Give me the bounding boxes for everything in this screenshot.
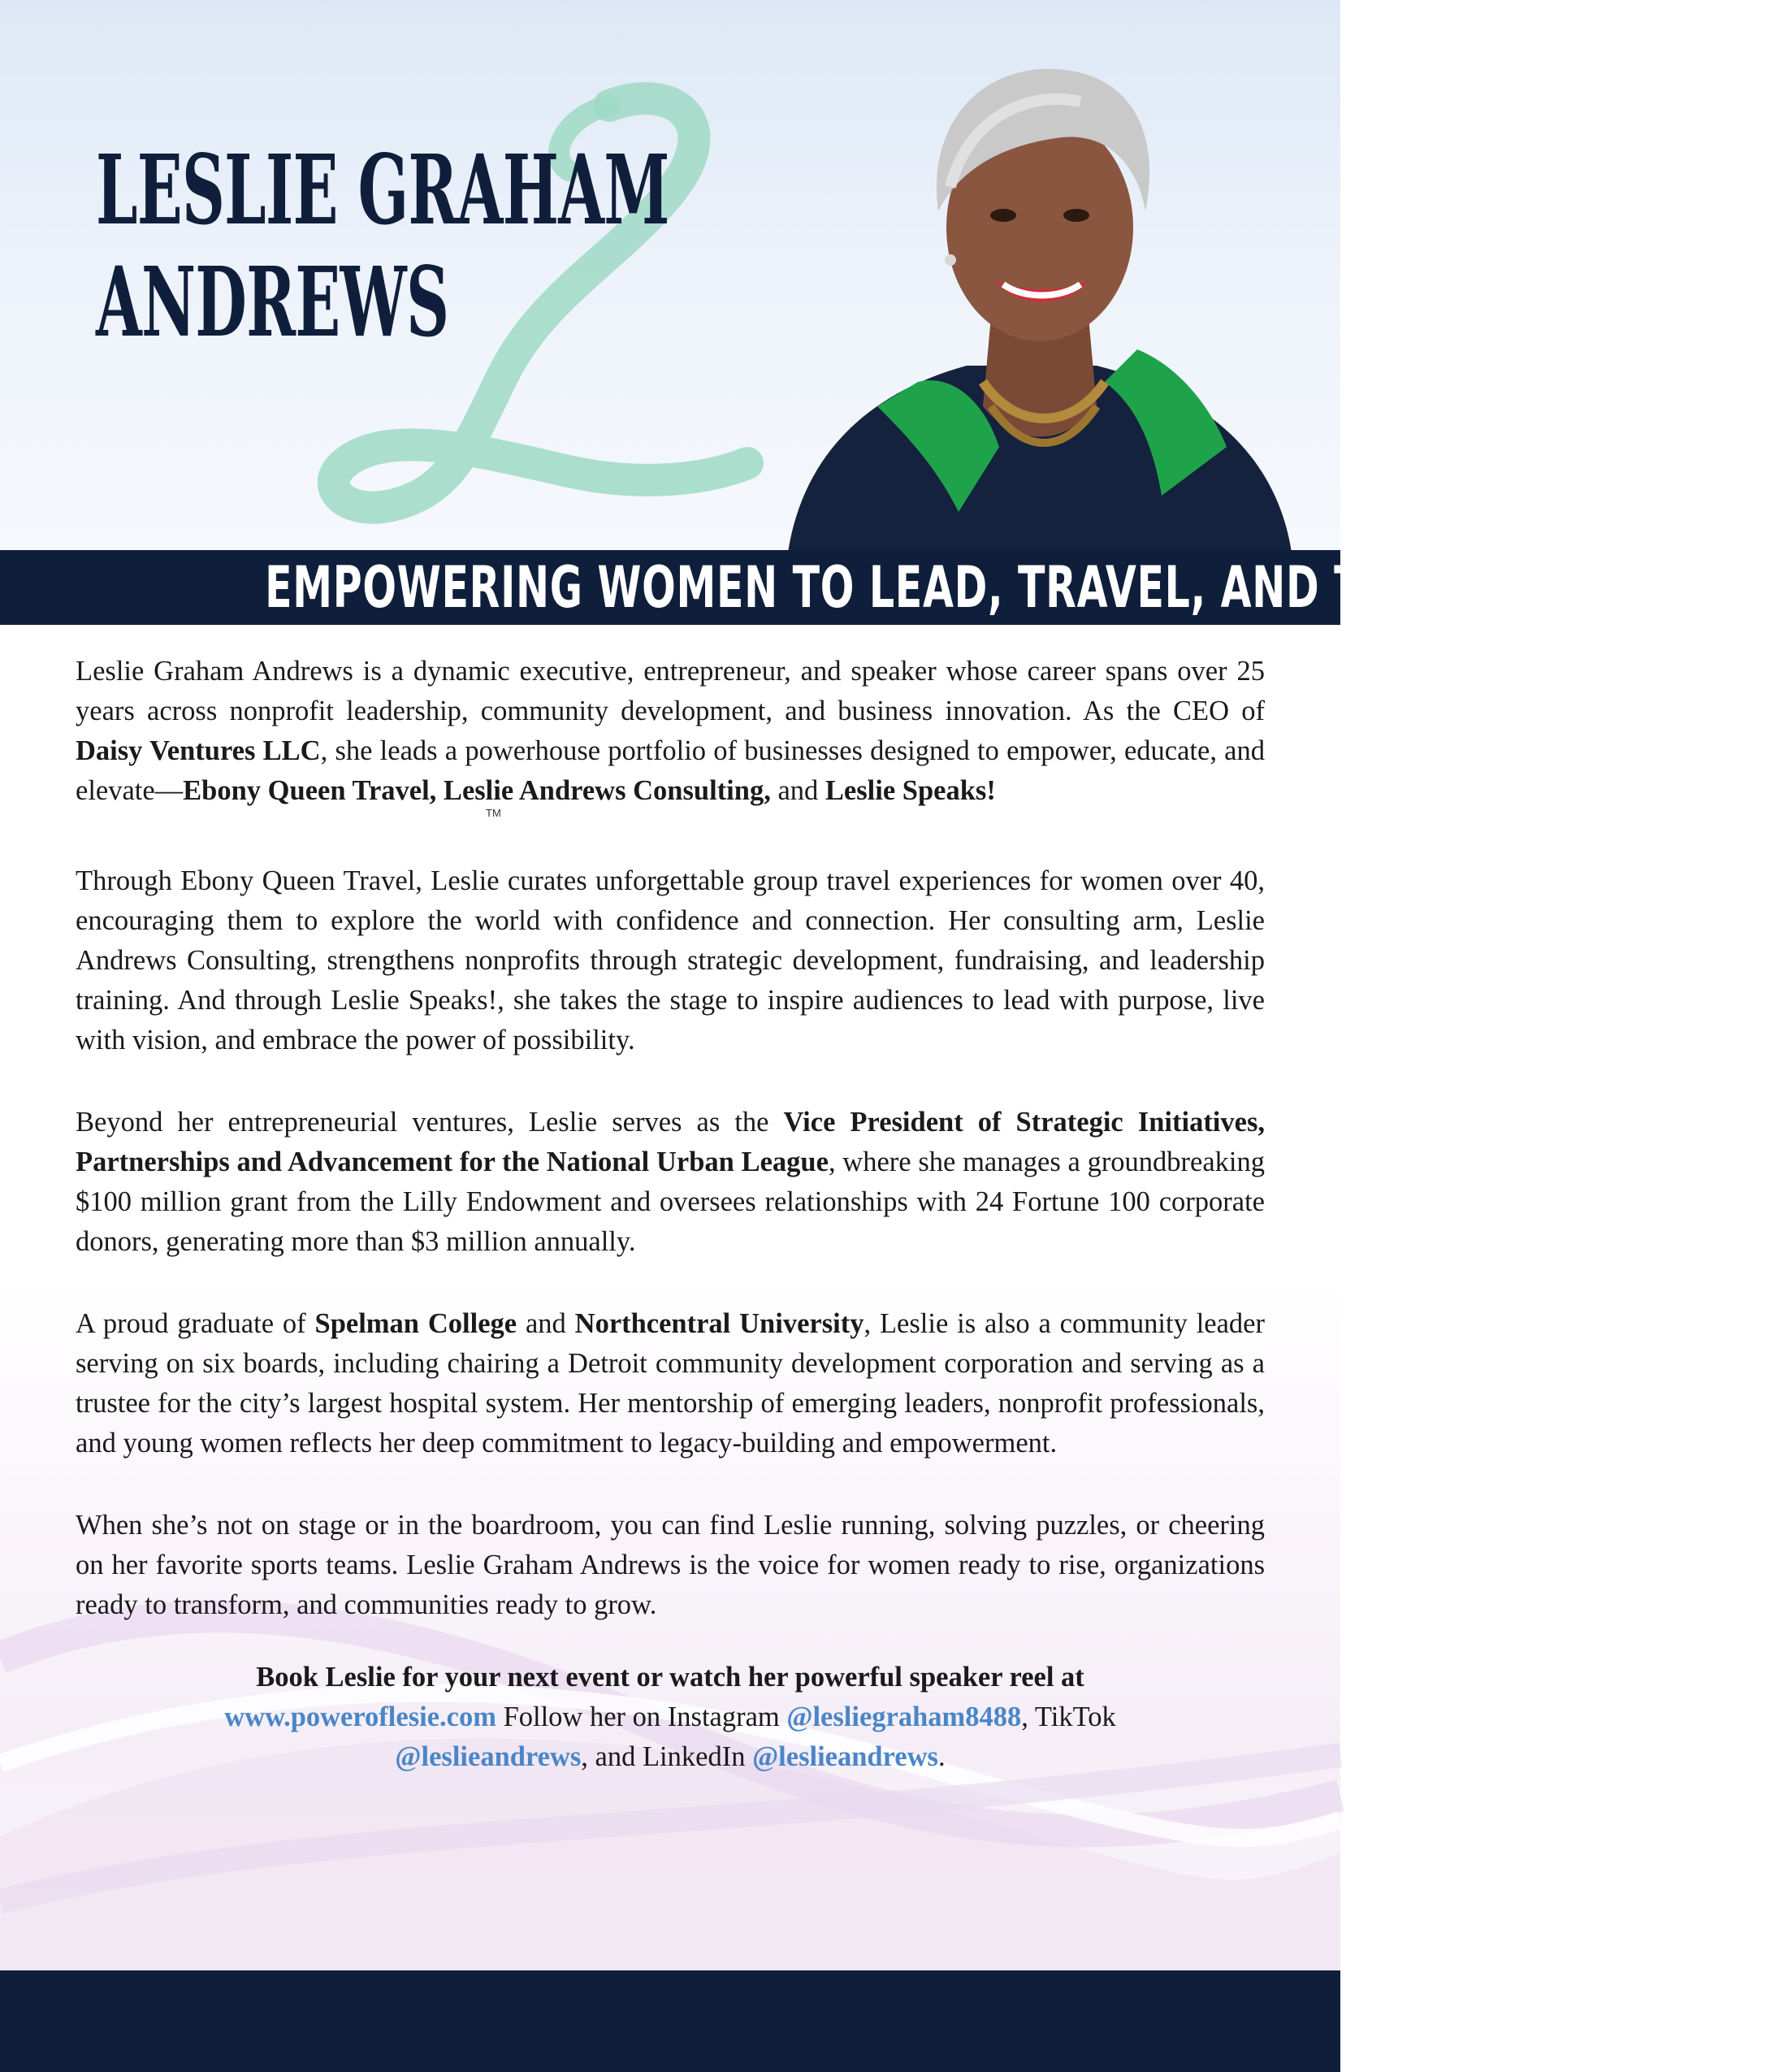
bio-p4-northcentral: Northcentral University: [574, 1308, 864, 1339]
tagline-banner: [0, 550, 1502, 625]
bio-paragraph-4: [76, 1304, 1265, 1463]
bio-paragraph-1: [76, 652, 1265, 819]
bio-p3-role: Vice President of Strategic Initiatives, Partnerships and Advancement for the National Urban League: [76, 1107, 1266, 1177]
website-link[interactable]: www.poweroflesie.com: [224, 1701, 496, 1732]
bio-p1-text-1: Leslie Graham Andrews is a dynamic executive, entrepreneur, and speaker whose career spans over 25 years across nonprofit leadership, community development, and business innovation. As the CEO of: [76, 656, 1265, 726]
tagline: EMPOWERING WOMEN TO LEAD, TRAVEL, AND THRIVE: [265, 554, 1502, 621]
bio-paragraph-2: Through Ebony Queen Travel, Leslie curates unforgettable group travel experiences for women over 40, encouraging them to explore the world with confidence and connection. Her consulting arm, Leslie Andrews Consulting, strengthens nonprofits through strategic development, fundraising, and leadership training. And through Leslie Speaks!, she takes the stage to inspire audiences to lead with purpose, live with vision, and embrace the power of possibility.: [76, 865, 1265, 1056]
linkedin-link[interactable]: @leslieandrews: [752, 1741, 938, 1772]
speaker-name: [96, 133, 669, 358]
speaker-name-line1: LESLIE GRAHAM: [96, 133, 669, 246]
cta-lead: Book Leslie for your next event or watch her powerful speaker reel at: [256, 1662, 1084, 1693]
speaker-portrait: [755, 24, 1308, 553]
tiktok-link[interactable]: @leslieandrews: [395, 1741, 582, 1772]
bio-paragraph-3: [76, 1103, 1265, 1262]
bio-p3-text-1: Beyond her entrepreneurial ventures, Leslie serves as the: [76, 1107, 784, 1138]
speaker-name-line2: ANDREWS: [96, 245, 449, 358]
footer-bar: [0, 1970, 1340, 2072]
call-to-action: [76, 1658, 1265, 1777]
bio-p1-company: Daisy Ventures LLC: [76, 735, 321, 766]
bio-p1-text-3: and: [770, 775, 825, 806]
instagram-link[interactable]: @lesliegraham8488: [786, 1701, 1022, 1732]
bio-section: [76, 652, 1265, 1819]
bio-paragraph-5: When she’s not on stage or in the boardroom, you can find Leslie running, solving puzzles, or cheering on her favorite sports teams. Leslie Graham Andrews is the voice for women ready to rise, organizations ready to transform, and communities ready to grow.: [76, 1510, 1265, 1620]
cta-tiktok-label: , TikTok: [1021, 1701, 1116, 1732]
bio-p1-brands: Ebony Queen Travel, Leslie Andrews Consulting,: [183, 775, 771, 806]
bio-p3-text-2: , where she manages a groundbreaking $100 million grant from the Lilly Endowment and oversees relationships with 24 Fortune 100 corporate donors, generating more than $3 million annually.: [76, 1147, 1266, 1257]
bio-p1-leslie-speaks: Leslie Speaks!: [825, 775, 996, 806]
bio-p4-spelman: Spelman College: [314, 1308, 517, 1339]
bio-p1-text-2: , she leads a powerhouse portfolio of businesses designed to empower, educate, and elevate—: [76, 735, 1265, 806]
cta-follow: Follow her on Instagram: [496, 1701, 787, 1732]
cta-linkedin-label: , and LinkedIn: [581, 1741, 753, 1772]
bio-p4-text-3: , Leslie is also a community leader serving on six boards, including chairing a Detroit community development corporation and serving as a trustee for the city’s largest hospital system. Her mentorship of emerging leaders, nonprofit professionals, and young women reflects her deep commitment to legacy-building and empowerment.: [76, 1308, 1265, 1459]
bio-p4-text-1: A proud graduate of: [76, 1308, 315, 1339]
trademark-mark: TM: [486, 807, 501, 819]
cta-end: .: [937, 1741, 946, 1772]
bio-p4-text-2: and: [517, 1308, 575, 1339]
